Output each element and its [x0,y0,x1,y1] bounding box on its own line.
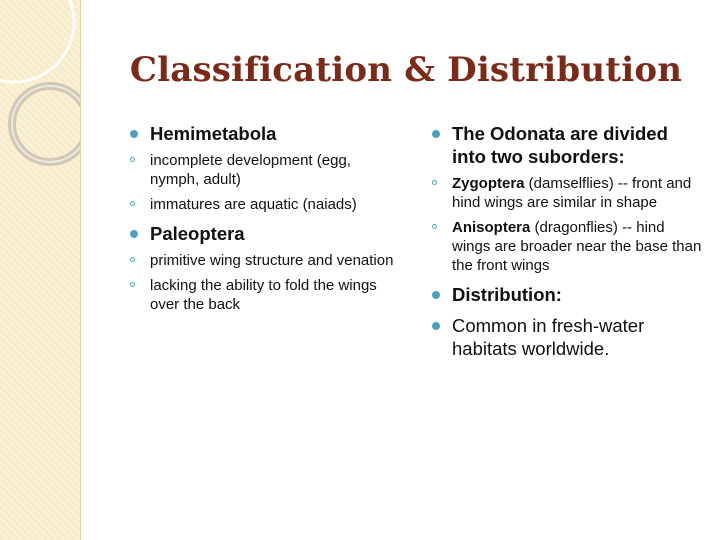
bullet-dot-icon [130,130,138,138]
sub-item-text: lacking the ability to fold the wings over the back [150,277,377,313]
sub-list [430,174,704,275]
sub-item-anisoptera [430,218,704,275]
ring-bullet-icon [432,224,437,229]
side-divider [80,0,81,540]
ring-bullet-icon [432,180,437,185]
right-column [430,122,704,368]
sub-item [128,151,400,189]
sub-item-text: incomplete development (egg, nymph, adult) [150,152,351,188]
bullet-heading: The Odonata are divided into two suborders: [452,123,668,167]
decorative-side-strip [0,0,80,540]
ring-bullet-icon [130,282,135,287]
suborder-text: (dragonflies) -- hind wings are broader near the base than the front wings [452,219,702,274]
bullet-dot-icon [432,291,440,299]
decorative-rings [0,0,80,540]
bullet-text: Common in fresh-water habitats worldwide. [452,315,645,359]
sub-item [128,195,400,214]
sub-item-text: primitive wing structure and venation [150,252,394,269]
ring-bullet-icon [130,157,135,162]
bullet-dot-icon [432,322,440,330]
right-bullet-list [430,122,704,360]
sub-list [128,151,400,214]
slide-title: Classification & Distribution [129,50,683,90]
sub-item-zygoptera [430,174,704,212]
list-item-paleoptera [128,222,400,314]
bullet-label: Paleoptera [150,223,245,244]
suborder-term: Anisoptera [452,219,531,236]
sub-item [128,276,400,314]
list-item-hemimetabola [128,122,400,214]
list-item-suborders [430,122,704,275]
sub-item-text: immatures are aquatic (naiads) [150,196,357,213]
sub-list [128,251,400,314]
left-bullet-list [128,122,400,314]
suborder-text: (damselflies) -- front and hind wings are similar in shape [452,175,692,211]
list-item-distribution [430,283,704,306]
ring-bullet-icon [130,201,135,206]
bullet-label: Distribution: [452,284,562,305]
list-item-distribution-text [430,314,704,360]
bullet-dot-icon [432,130,440,138]
bullet-dot-icon [130,230,138,238]
suborder-term: Zygoptera [452,175,525,192]
bullet-label: Hemimetabola [150,123,277,144]
sub-item [128,251,400,270]
left-column [128,122,400,322]
ring-bullet-icon [130,257,135,262]
